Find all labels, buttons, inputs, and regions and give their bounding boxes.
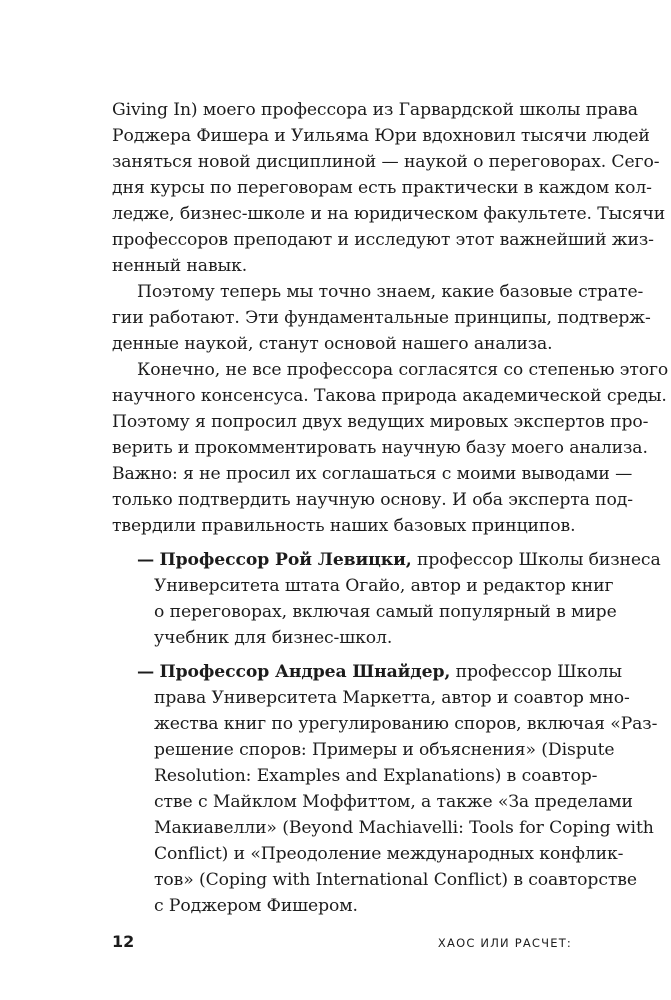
running-title: ХАОС ИЛИ РАСЧЕТ: xyxy=(437,936,572,950)
bullet-name: Профессор Рой Левицки, xyxy=(159,550,412,570)
text-line: с Роджером Фишером. xyxy=(154,896,358,916)
text-line: Конечно, не все профессора согласятся со степенью этого xyxy=(137,360,669,380)
text-line: жества книг по урегулированию споров, включая «Раз- xyxy=(154,714,658,734)
text-line: тов» (Coping with International Conflict) в соавторстве xyxy=(154,870,637,890)
text-line: заняться новой дисциплиной — наукой о переговорах. Сего- xyxy=(112,152,660,172)
text-line: научного консенсуса. Такова природа академической среды. xyxy=(112,386,667,406)
text-line: только подтвердить научную основу. И оба эксперта под- xyxy=(112,490,633,510)
text-line: Поэтому я попросил двух ведущих мировых экспертов про- xyxy=(112,412,649,432)
text-line: профессоров преподают и исследуют этот важнейший жиз- xyxy=(112,230,654,250)
bullet-item-levitsky xyxy=(137,547,661,573)
text-line: Важно: я не просил их соглашаться с моими выводами — xyxy=(112,464,633,484)
text-line: решение споров: Примеры и объяснения» (Dispute xyxy=(154,740,615,760)
text-line: права Университета Маркетта, автор и соавтор мно- xyxy=(154,688,630,708)
text-line: Conflict) и «Преодоление международных конфлик- xyxy=(154,844,624,864)
bullet-text: профессор Школы xyxy=(450,662,622,682)
text-line: о переговорах, включая самый популярный в мире xyxy=(154,602,617,622)
bullet-dash: — xyxy=(137,662,155,682)
text-line: Макиавелли» (Beyond Machiavelli: Tools for Coping with xyxy=(154,818,654,838)
bullet-text: профессор Школы бизнеса xyxy=(411,550,661,570)
page-number: 12 xyxy=(112,932,135,951)
bullet-name: Профессор Андреа Шнайдер, xyxy=(159,662,451,682)
text-line: твердили правильность наших базовых принципов. xyxy=(112,516,576,536)
bullet-item-schneider xyxy=(137,659,622,685)
text-line: Университета штата Огайо, автор и редактор книг xyxy=(154,576,614,596)
text-line: стве с Майклом Моффиттом, а также «За пределами xyxy=(154,792,633,812)
text-line: Giving In) моего профессора из Гарвардской школы права xyxy=(112,100,638,120)
text-line: Роджера Фишера и Уильяма Юри вдохновил тысячи людей xyxy=(112,126,650,146)
bullet-dash: — xyxy=(137,550,155,570)
text-line: денные наукой, станут основой нашего анализа. xyxy=(112,334,553,354)
text-line: ненный навык. xyxy=(112,256,248,276)
text-line: Поэтому теперь мы точно знаем, какие базовые страте- xyxy=(137,282,644,302)
text-line: ледже, бизнес-школе и на юридическом факультете. Тысячи xyxy=(112,204,666,224)
text-line: дня курсы по переговорам есть практически в каждом кол- xyxy=(112,178,652,198)
text-line: Resolution: Examples and Explanations) в соавтор- xyxy=(154,766,598,786)
text-line: верить и прокомментировать научную базу моего анализа. xyxy=(112,438,648,458)
text-line: гии работают. Эти фундаментальные принципы, подтверж- xyxy=(112,308,651,328)
text-line: учебник для бизнес-школ. xyxy=(154,628,393,648)
